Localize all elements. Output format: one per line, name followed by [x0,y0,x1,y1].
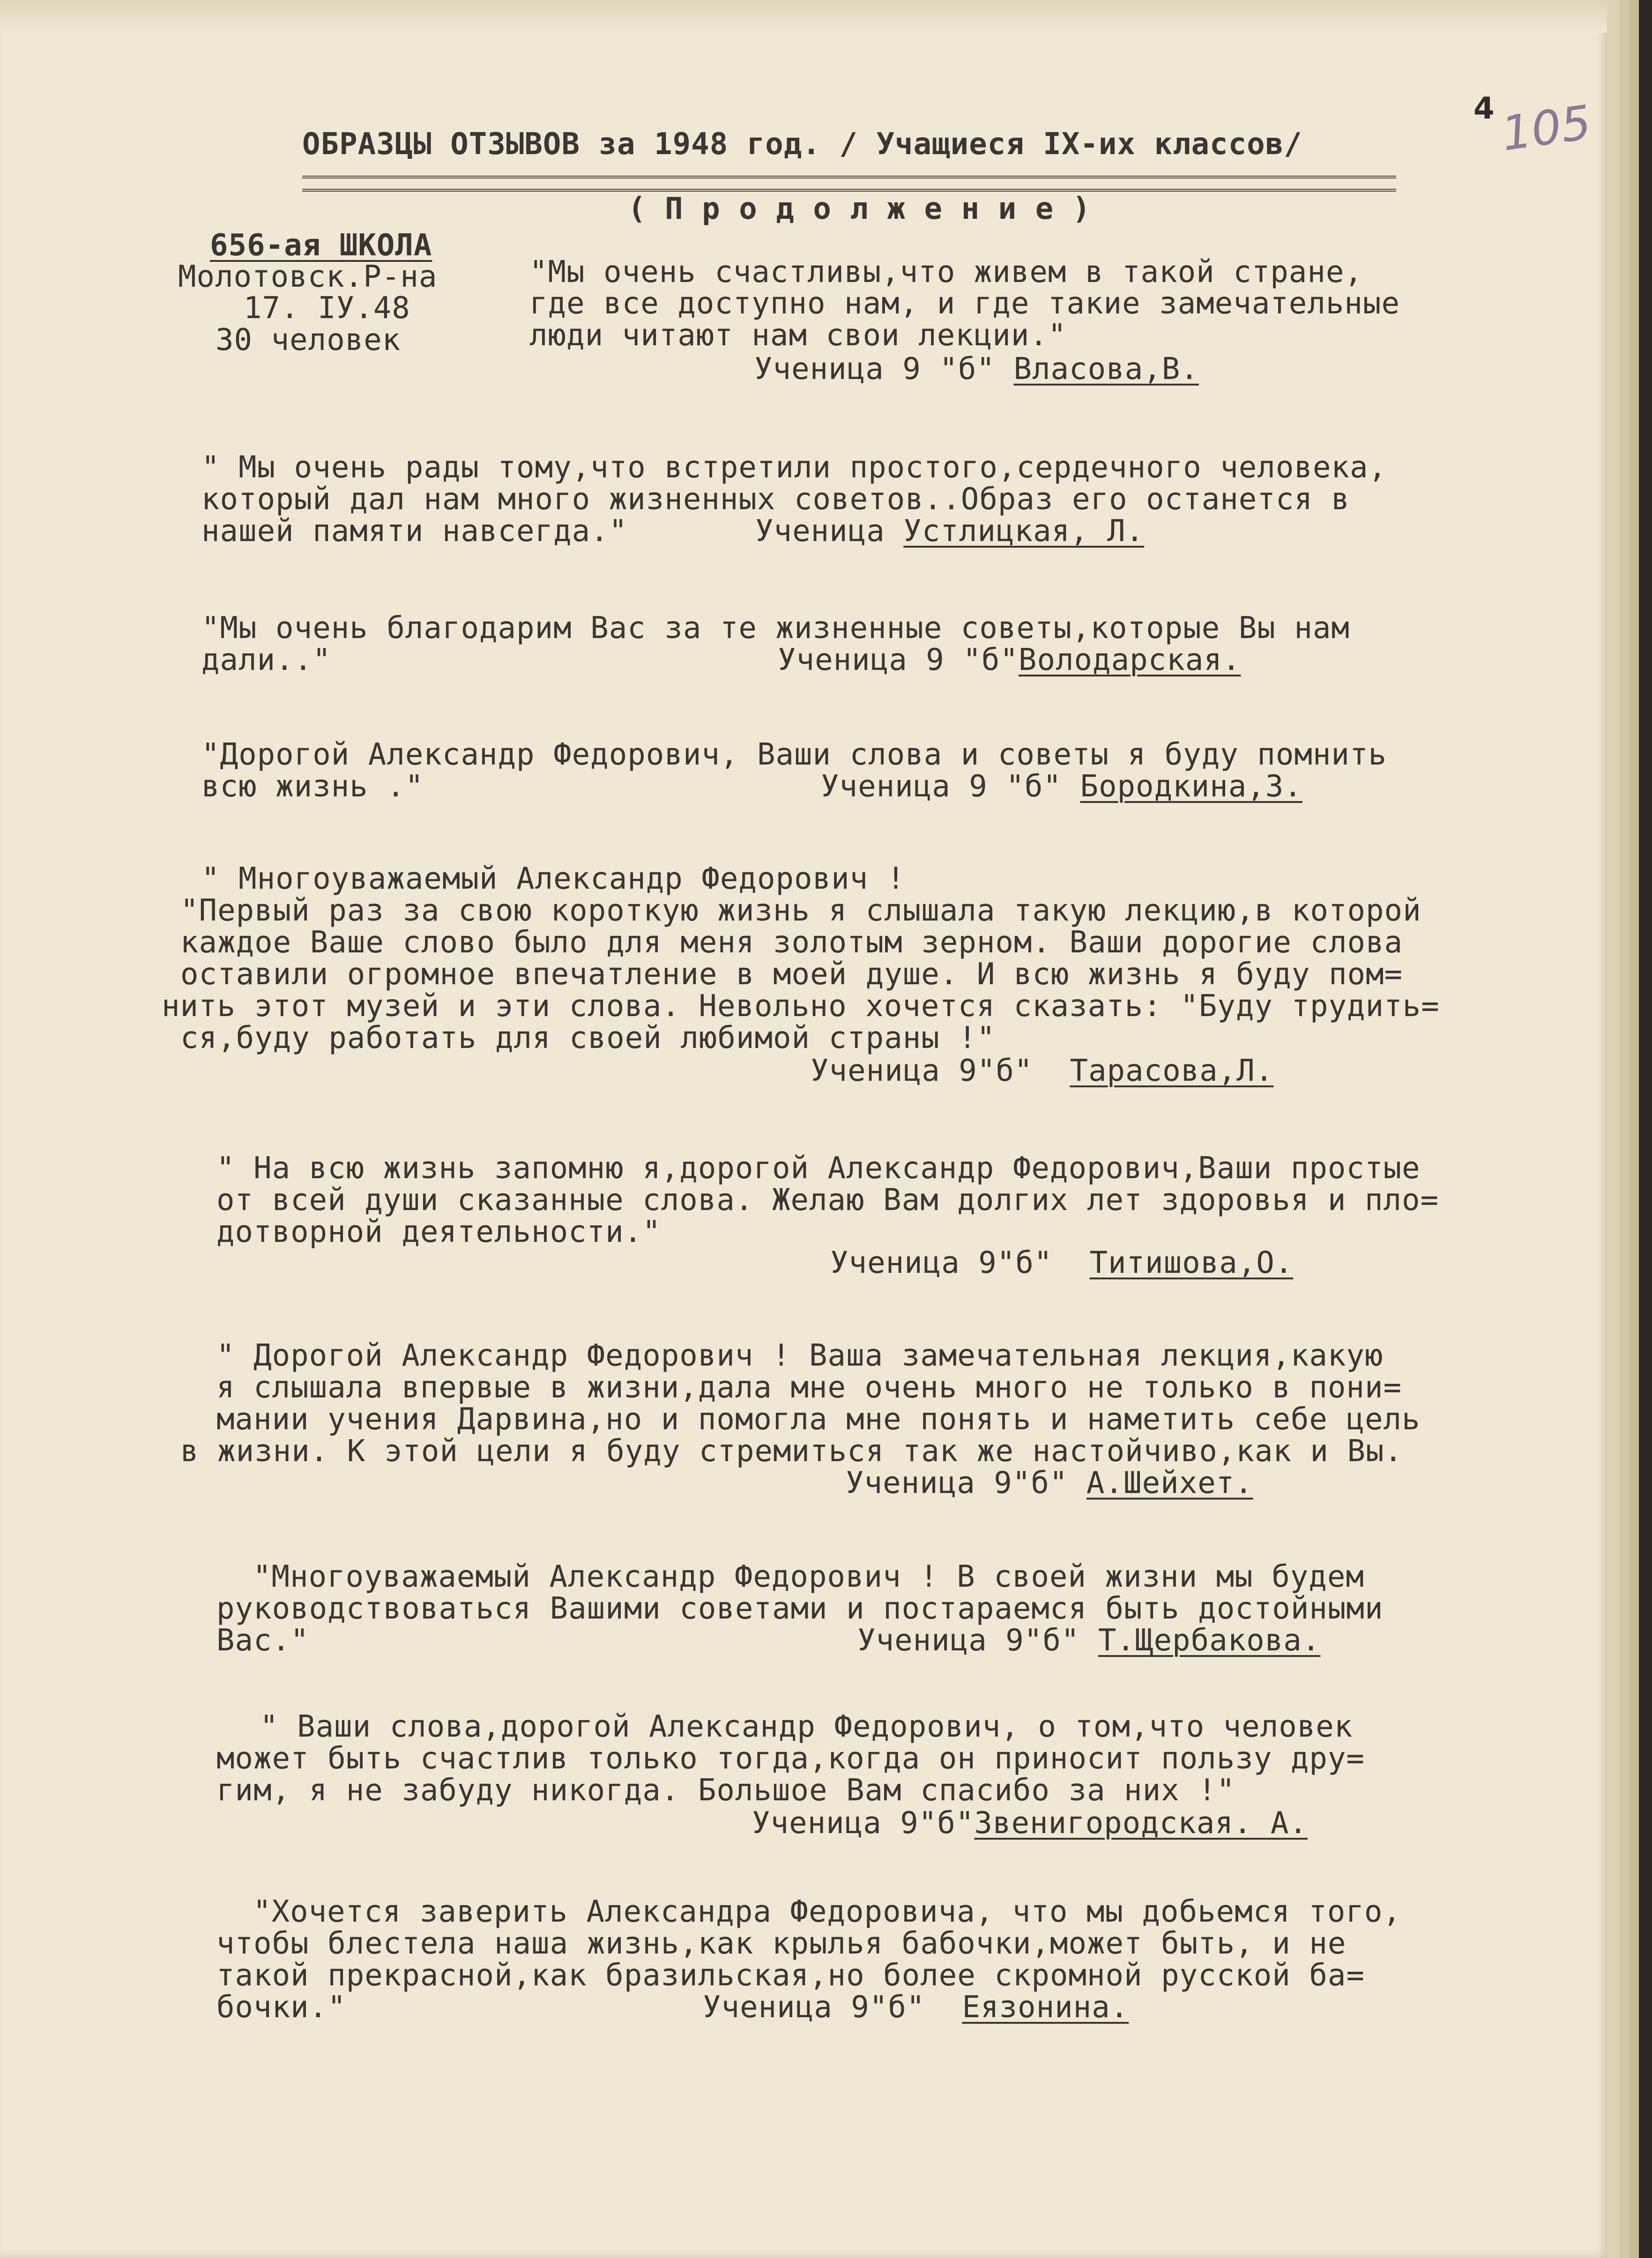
review-signature [821,770,1302,803]
review-line: люди читают нам свои лекции." [529,318,1067,353]
paper-top-fold [0,0,1607,33]
review-signature [857,1624,1320,1657]
review-line: такой прекрасной,как бразильская,но более скромной русской ба= [216,1958,1365,1993]
signer-name: Устлицкая, Л. [903,514,1145,549]
review-line: "Многоуважаемый Александр Федорович ! В своей жизни мы будем [253,1560,1364,1594]
review-line: нить этот музей и эти слова. Невольно хочется сказать: "Буду трудить= [162,989,1440,1024]
review-line: где все доступно нам, и где такие замечательные [529,286,1400,321]
signer-name: Звенигородская. А. [974,1806,1308,1841]
review-line: от всей души сказанные слова. Желаю Вам долгих лет здоровья и пло= [216,1183,1439,1218]
review-line: " Дорогой Александр Федорович ! Ваша замечательная лекция,какую [216,1338,1384,1373]
stacked-page-edge [1630,0,1639,2258]
review-line: "Мы очень благодарим Вас за те жизненные советы,которые Вы нам [201,611,1350,646]
review-line: нашей памяти навсегда." [201,514,628,549]
document-title: ОБРАЗЦЫ ОТЗЫВОВ за 1948 год. / Учащиеся IX-их классов/ [302,127,1302,162]
stacked-page-edge [1607,0,1619,2258]
review-line: "Мы очень счастливы,что живем в такой стране, [529,255,1363,290]
visit-date: 17. IУ.48 [244,291,410,326]
review-signature [811,1054,1273,1088]
visitor-count: 30 человек [216,323,401,357]
review-line: "Хочется заверить Александра Федоровича, что мы добьемся того, [253,1894,1401,1929]
school-district: Молотовск.Р-на [178,260,438,294]
review-line: " Мы очень рады тому,что встретили простого,сердечного человека, [201,450,1387,485]
school-name: 656-ая ШКОЛА [210,228,432,263]
review-line: дотворной деятельности." [216,1215,661,1249]
review-line: в жизни. К этой цели я буду стремиться так же настойчиво,как и Вы. [180,1434,1403,1469]
review-signature [703,1991,1129,2024]
review-line: "Первый раз за свою короткую жизнь я слышала такую лекцию,в которой [180,893,1421,928]
signer-prefix: Ученица 9 "б" [778,643,1019,677]
review-line: бочки." [216,1990,346,2025]
review-line: руководствоваться Вашими советами и постараемся быть достойными [216,1591,1384,1626]
signer-prefix: Ученица 9"б" [703,1990,962,2025]
review-line: всю жизнь ." [201,769,424,804]
signer-name: Еязонина. [962,1990,1129,2025]
review-signature [754,352,1199,386]
page-number: 4 [1473,91,1495,126]
signer-prefix: Ученица 9"б" [830,1246,1090,1280]
signer-name: Титишова,О. [1089,1246,1294,1280]
review-line: мании учения Дарвина,но и помогла мне понять и наметить себе цель [216,1402,1421,1437]
review-line: " На всю жизнь запомню я,дорогой Александр Федорович,Ваши простые [216,1151,1421,1186]
review-signature [830,1246,1293,1280]
signer-prefix: Ученица 9 "б" [754,352,1014,386]
review-line: я слышала впервые в жизни,дала мне очень много не только в пони= [216,1370,1402,1405]
signer-prefix: Ученица 9"б" [846,1466,1086,1500]
signer-name: Бородкина,З. [1080,769,1302,804]
review-line: может быть счастлив только тогда,когда он приносит пользу дру= [216,1741,1365,1776]
review-line: " Многоуважаемый Александр Федорович ! [201,862,906,896]
signer-name: Тарасова,Л. [1070,1054,1274,1088]
signer-name: Володарская. [1018,643,1241,677]
review-line: "Дорогой Александр Федорович, Ваши слова и советы я буду помнить [201,737,1387,772]
signer-prefix: Ученица [755,514,904,549]
signer-prefix: Ученица 9"б" [811,1054,1070,1088]
title-double-rule [302,176,1396,192]
signer-prefix: Ученица 9 "б" [821,769,1080,804]
review-signature [755,514,1144,548]
signer-name: Власова,В. [1013,352,1199,386]
signer-name: А.Шейхет. [1086,1466,1253,1500]
review-line: оставили огромное впечатление в моей душе. И всю жизнь я буду пом= [180,957,1403,992]
review-line: " Ваши слова,дорогой Александр Федорович, о том,что человек [260,1709,1353,1744]
review-line: Вас." [216,1623,309,1658]
review-line: дали.." [201,643,331,677]
review-signature [778,643,1241,677]
review-line: который дал нам много жизненных советов..Образ его останется в [201,482,1350,517]
signer-prefix: Ученица 9"б" [857,1623,1098,1658]
stacked-page-edge [1619,0,1630,2258]
archive-number-handwritten: 105 [1498,95,1595,162]
review-signature [846,1466,1253,1500]
review-line: гим, я не забуду никогда. Большое Вам спасибо за них !" [216,1773,1235,1808]
review-line: чтобы блестела наша жизнь,как крылья бабочки,может быть, и не [216,1926,1347,1961]
document-subtitle: ( П р о д о л ж е н и е ) [628,192,1091,226]
review-line: ся,буду работать для своей любимой страны !" [180,1021,996,1055]
signer-prefix: Ученица 9"б" [752,1806,975,1841]
signer-name: Т.Щербакова. [1098,1623,1321,1658]
review-line: каждое Ваше слово было для меня золотым зерном. Ваши дорогие слова [180,925,1403,960]
review-signature [752,1806,1308,1840]
